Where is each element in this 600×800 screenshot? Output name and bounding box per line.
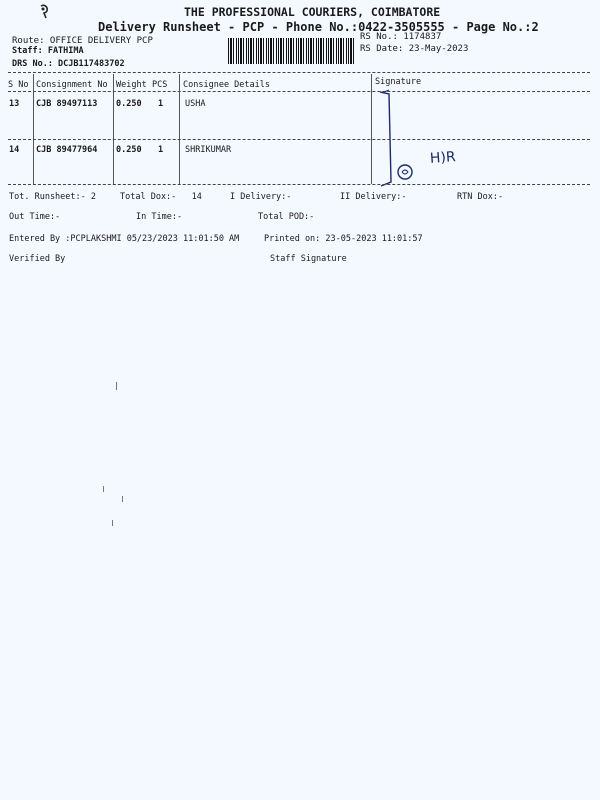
col-header-sno: S No xyxy=(8,80,29,90)
row-pcs: 1 xyxy=(158,145,164,155)
col-header-signature: Signature xyxy=(375,77,422,87)
row-consignee: USHA xyxy=(185,99,206,109)
row-consignee: SHRIKUMAR xyxy=(185,145,232,155)
col-header-weight: Weight xyxy=(116,80,147,90)
verified-by: Verified By xyxy=(9,254,66,264)
scan-speck xyxy=(122,496,123,502)
handwritten-initials: H)R xyxy=(429,149,457,167)
row-weight: 0.250 xyxy=(116,145,142,155)
route-label: Route: OFFICE DELIVERY PCP xyxy=(12,36,153,46)
divider xyxy=(8,91,590,92)
total-pod: Total POD:- xyxy=(258,212,315,222)
column-line xyxy=(33,74,34,184)
column-line xyxy=(371,74,372,184)
col-header-pcs: PCS xyxy=(152,80,168,90)
first-delivery: I Delivery:- xyxy=(230,192,292,202)
in-time: In Time:- xyxy=(136,212,183,222)
rs-date: RS Date: 23-May-2023 xyxy=(360,44,469,54)
entered-by: Entered By :PCPLAKSHMI 05/23/2023 11:01:50 AM xyxy=(9,234,240,244)
second-delivery: II Delivery:- xyxy=(340,192,407,202)
staff-label: Staff: FATHIMA xyxy=(12,46,84,56)
total-dox: Total Dox:- 14 xyxy=(120,192,202,202)
row-consignment: CJB 89497113 xyxy=(36,99,98,109)
row-sno: 13 xyxy=(9,99,20,109)
drs-number: DRS No.: DCJB117483702 xyxy=(12,59,125,69)
col-header-consignment: Consignment No xyxy=(36,80,108,90)
row-consignment: CJB 89477964 xyxy=(36,145,98,155)
printed-on: Printed on: 23-05-2023 11:01:57 xyxy=(264,234,423,244)
company-title: THE PROFESSIONAL COURIERS, COIMBATORE xyxy=(184,5,441,19)
row-pcs: 1 xyxy=(158,99,164,109)
staff-signature: Staff Signature xyxy=(270,254,347,264)
scan-speck xyxy=(116,382,117,390)
out-time: Out Time:- xyxy=(9,212,61,222)
scan-speck xyxy=(103,486,104,492)
column-line xyxy=(179,74,180,184)
return-dox: RTN Dox:- xyxy=(457,192,504,202)
row-sno: 14 xyxy=(9,145,20,155)
total-runsheet: Tot. Runsheet:- 2 xyxy=(9,192,96,202)
column-line xyxy=(113,74,114,184)
col-header-consignee: Consignee Details xyxy=(183,80,270,90)
runsheet-subtitle: Delivery Runsheet - PCP - Phone No.:0422-3505555 - Page No.:2 xyxy=(98,20,539,34)
divider xyxy=(8,72,590,73)
divider xyxy=(8,184,590,185)
row-weight: 0.250 xyxy=(116,99,142,109)
divider xyxy=(8,139,590,140)
rs-number: RS No.: 1174837 xyxy=(360,32,442,42)
handwritten-signature-mark xyxy=(375,88,475,188)
company-logo-icon xyxy=(38,4,52,20)
barcode-image xyxy=(228,38,356,64)
scan-speck xyxy=(112,520,113,526)
